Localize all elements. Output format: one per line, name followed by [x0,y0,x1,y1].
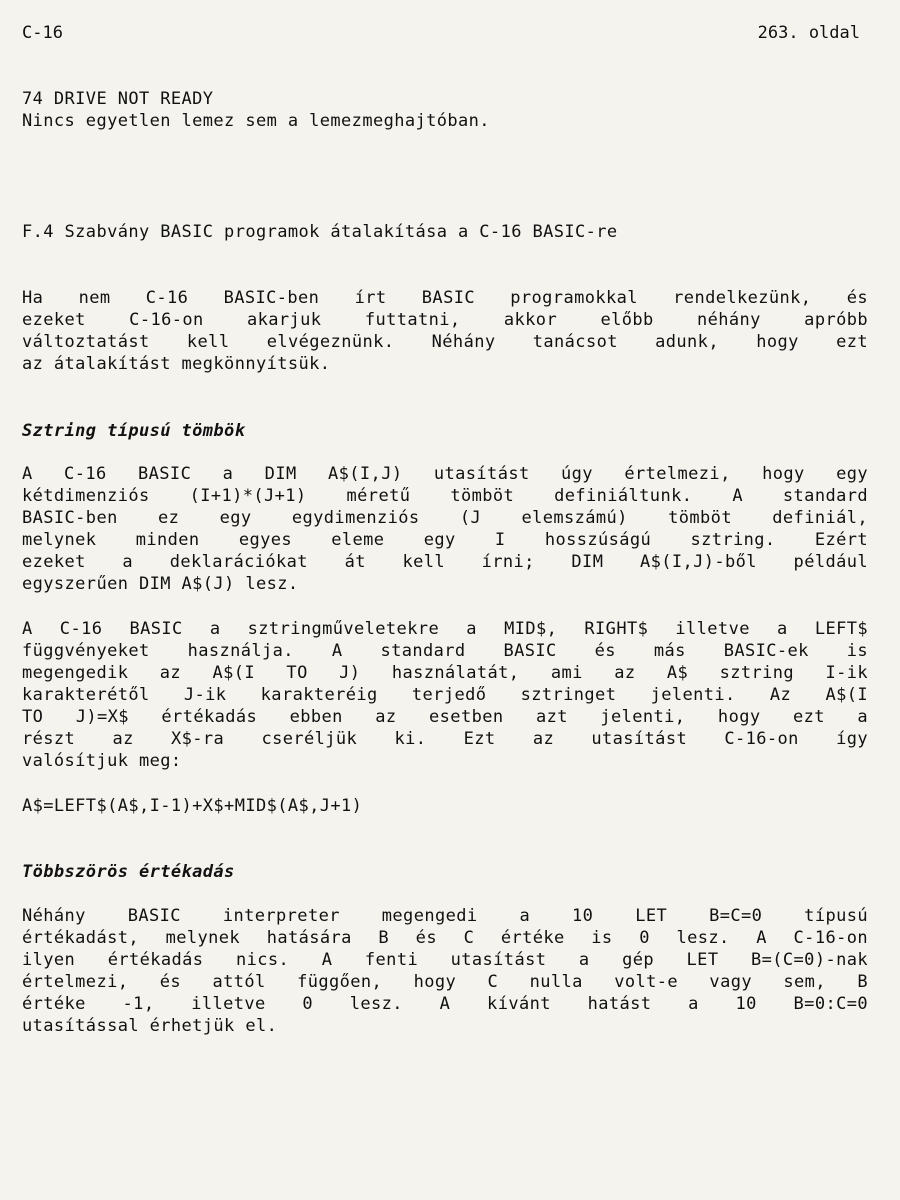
multi-para-line: értékadást, melynek hatására B és C értéke is 0 lesz. A C-16-on [22,928,868,948]
strings-para1-line: egyszerűen DIM A$(J) lesz. [22,574,299,594]
strings-para1-line: kétdimenziós (I+1)*(J+1) méretű tömböt definiáltunk. A standard [22,486,868,506]
strings-para1-line: BASIC-ben ez egy egydimenziós (J elemszámú) tömböt definiál, [22,508,868,528]
header-left: C-16 [22,23,63,43]
strings-para2-line: valósítjuk meg: [22,751,182,771]
multi-para-line: ilyen értékadás nics. A fenti utasítást a gép LET B=(C=0)-nak [22,950,868,970]
intro-line: Ha nem C-16 BASIC-ben írt BASIC programokkal rendelkezünk, és [22,288,868,308]
code-example: A$=LEFT$(A$,I-1)+X$+MID$(A$,J+1) [22,796,363,816]
error-title: 74 DRIVE NOT READY [22,89,214,109]
subsection-title-strings: Sztring típusú tömbök [22,421,246,441]
subsection-title-multi: Többszörös értékadás [22,862,235,882]
multi-para-line: értelmezi, és attól függően, hogy C nulla volt-e vagy sem, B [22,972,868,992]
error-text: Nincs egyetlen lemez sem a lemezmeghajtóban. [22,111,490,131]
strings-para1-line: ezeket a deklarációkat át kell írni; DIM A$(I,J)-ből például [22,552,868,572]
strings-para2-line: karakterétől J-ik karakteréig terjedő sztringet jelenti. Az A$(I [22,685,868,705]
strings-para2-line: A C-16 BASIC a sztringműveletekre a MID$, RIGHT$ illetve a LEFT$ [22,619,868,639]
multi-para-line: értéke -1, illetve 0 lesz. A kívánt hatást a 10 B=0:C=0 [22,994,868,1014]
intro-line: az átalakítást megkönnyítsük. [22,354,331,374]
strings-para2-line: részt az X$-ra cseréljük ki. Ezt az utasítást C-16-on így [22,729,868,749]
page-number: 263. oldal [757,23,860,43]
strings-para2-line: megengedik az A$(I TO J) használatát, ami az A$ sztring I-ik [22,663,868,683]
multi-para-line: utasítással érhetjük el. [22,1016,278,1036]
strings-para2-line: TO J)=X$ értékadás ebben az esetben azt jelenti, hogy ezt a [22,707,868,727]
section-title: F.4 Szabvány BASIC programok átalakítása a C-16 BASIC-re [22,222,618,242]
intro-line: változtatást kell elvégeznünk. Néhány tanácsot adunk, hogy ezt [22,332,868,352]
strings-para2-line: függvényeket használja. A standard BASIC és más BASIC-ek is [22,641,868,661]
strings-para1-line: A C-16 BASIC a DIM A$(I,J) utasítást úgy értelmezi, hogy egy [22,464,868,484]
strings-para1-line: melynek minden egyes eleme egy I hosszúságú sztring. Ezért [22,530,868,550]
intro-line: ezeket C-16-on akarjuk futtatni, akkor előbb néhány apróbb [22,310,868,330]
multi-para-line: Néhány BASIC interpreter megengedi a 10 LET B=C=0 típusú [22,906,868,926]
